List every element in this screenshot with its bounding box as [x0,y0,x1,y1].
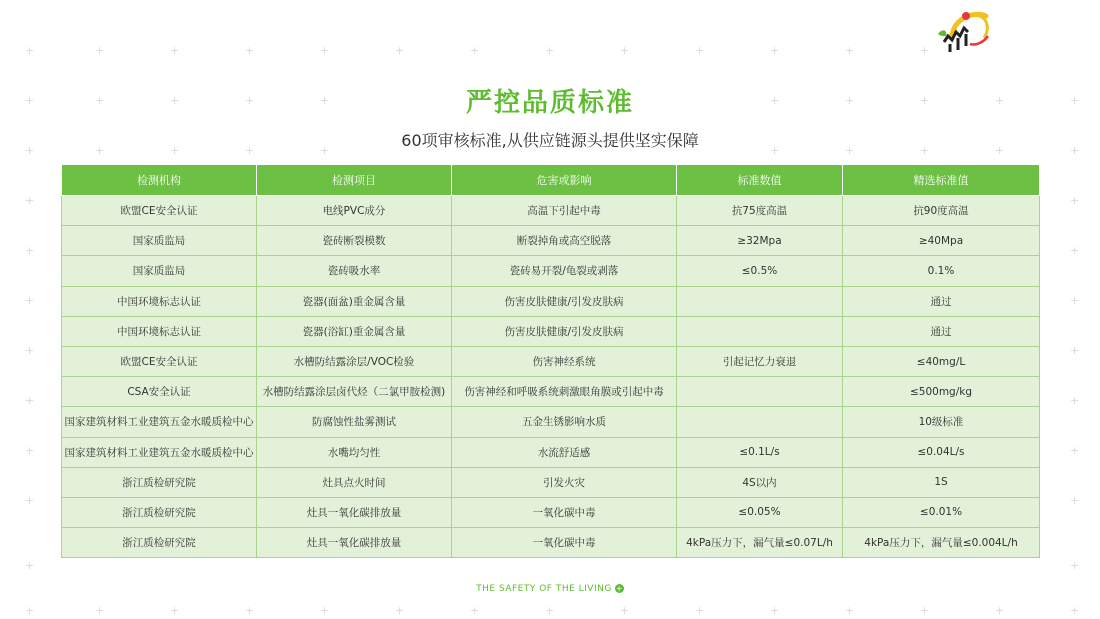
plus-mark: + [1070,604,1080,617]
plus-mark: + [25,394,35,407]
cell-item: 防腐蚀性盐雾测试 [257,407,452,437]
table-row [62,256,1040,286]
cell-selected-standard: ≤500mg/kg [843,377,1040,407]
cell-item: 灶具一氧化碳排放量 [257,497,452,527]
plus-mark: + [620,604,630,617]
plus-mark: + [320,94,330,107]
cell-item: 瓷器(面盆)重金属含量 [257,286,452,316]
cell-hazard: 伤害皮肤健康/引发皮肤病 [452,286,677,316]
cell-item: 水嘴均匀性 [257,437,452,467]
cell-selected-standard: ≥40Mpa [843,226,1040,256]
cell-hazard: 一氧化碳中毒 [452,528,677,558]
plus-mark: + [695,604,705,617]
plus-mark: + [995,144,1005,157]
plus-mark: + [25,344,35,357]
table-body [62,196,1040,558]
cell-selected-standard: ≤0.01% [843,497,1040,527]
cell-selected-standard: 4kPa压力下，漏气量≤0.004L/h [843,528,1040,558]
cell-agency: CSA安全认证 [62,377,257,407]
plus-mark: + [170,94,180,107]
plus-mark: + [395,604,405,617]
plus-mark: + [25,604,35,617]
cell-item: 电线PVC成分 [257,196,452,226]
cell-selected-standard: 1S [843,467,1040,497]
plus-mark: + [170,604,180,617]
plus-mark: + [1070,194,1080,207]
cell-agency: 国家质监局 [62,256,257,286]
column-header-item: 检测项目 [257,165,452,196]
plus-mark: + [245,94,255,107]
table-row [62,316,1040,346]
cell-hazard: 瓷砖易开裂/龟裂或剥落 [452,256,677,286]
plus-mark: + [1070,494,1080,507]
cell-standard [677,407,843,437]
plus-mark: + [845,604,855,617]
cell-item: 瓷砖吸水率 [257,256,452,286]
plus-mark: + [920,604,930,617]
table-row [62,346,1040,376]
cell-agency: 浙江质检研究院 [62,467,257,497]
page-subtitle: 60项审核标准,从供应链源头提供坚实保障 [401,131,699,150]
footer-tagline [0,584,1100,594]
plus-mark: + [995,94,1005,107]
cell-standard: ≤0.5% [677,256,843,286]
plus-mark: + [95,44,105,57]
plus-mark: + [25,444,35,457]
cell-standard [677,377,843,407]
plus-mark: + [25,559,35,572]
plus-mark: + [995,604,1005,617]
plus-mark: + [395,44,405,57]
plus-mark: + [845,44,855,57]
column-header-selected-standard: 精选标准值 [843,165,1040,196]
plus-mark: + [245,604,255,617]
plus-mark: + [25,244,35,257]
cell-item: 灶具点火时间 [257,467,452,497]
page-title: 严控品质标准 [465,88,634,118]
plus-mark: + [770,44,780,57]
plus-mark: + [845,144,855,157]
plus-mark: + [25,494,35,507]
cell-agency: 浙江质检研究院 [62,497,257,527]
cell-standard: ≥32Mpa [677,226,843,256]
plus-mark: + [545,604,555,617]
plus-mark: + [170,144,180,157]
plus-mark: + [245,144,255,157]
table-row [62,226,1040,256]
cell-item: 瓷器(浴缸)重金属含量 [257,316,452,346]
plus-mark: + [95,604,105,617]
plus-mark: + [770,604,780,617]
cell-selected-standard: 通过 [843,286,1040,316]
plus-mark: + [920,44,930,57]
plus-mark: + [770,94,780,107]
cell-standard: ≤0.1L/s [677,437,843,467]
plus-mark: + [620,44,630,57]
plus-mark: + [470,44,480,57]
cell-item: 灶具一氧化碳排放量 [257,528,452,558]
plus-mark: + [1070,244,1080,257]
plus-mark: + [1070,344,1080,357]
plus-mark: + [320,144,330,157]
cell-standard: 抗75度高温 [677,196,843,226]
cell-agency: 欧盟CE安全认证 [62,346,257,376]
cell-standard: 引起记忆力衰退 [677,346,843,376]
cell-hazard: 伤害皮肤健康/引发皮肤病 [452,316,677,346]
cell-standard: 4kPa压力下，漏气量≤0.07L/h [677,528,843,558]
cell-selected-standard: ≤0.04L/s [843,437,1040,467]
cell-hazard: 伤害神经系统 [452,346,677,376]
plus-mark: + [845,94,855,107]
plus-mark: + [25,194,35,207]
cell-agency: 国家建筑材料工业建筑五金水暖质检中心 [62,407,257,437]
cell-standard: ≤0.05% [677,497,843,527]
plus-mark: + [470,604,480,617]
cell-item: 瓷砖断裂模数 [257,226,452,256]
cell-hazard: 五金生锈影响水质 [452,407,677,437]
cell-selected-standard: 10级标准 [843,407,1040,437]
plus-mark: + [95,94,105,107]
table-row [62,377,1040,407]
plus-mark: + [920,144,930,157]
plus-mark: + [1070,444,1080,457]
cell-agency: 中国环境标志认证 [62,316,257,346]
cell-hazard: 水流舒适感 [452,437,677,467]
cell-agency: 中国环境标志认证 [62,286,257,316]
plus-mark: + [1070,144,1080,157]
cell-hazard: 断裂掉角或高空脱落 [452,226,677,256]
table-row [62,467,1040,497]
table-row [62,528,1040,558]
cell-item: 水槽防结露涂层/VOC检验 [257,346,452,376]
plus-mark: + [1070,394,1080,407]
plus-mark: + [25,94,35,107]
cell-agency: 欧盟CE安全认证 [62,196,257,226]
plus-mark: + [770,144,780,157]
column-header-hazard: 危害或影响 [452,165,677,196]
plus-mark: + [695,44,705,57]
plus-mark: + [545,44,555,57]
plus-mark: + [25,44,35,57]
cell-agency: 浙江质检研究院 [62,528,257,558]
table-header-row [62,165,1040,196]
table-row [62,286,1040,316]
plus-mark: + [1070,559,1080,572]
brand-logo-icon [930,6,1000,56]
cell-selected-standard: 0.1% [843,256,1040,286]
plus-mark: + [320,44,330,57]
table-row [62,196,1040,226]
cell-item: 水槽防结露涂层卤代烃（二氯甲胺检测) [257,377,452,407]
cell-selected-standard: ≤40mg/L [843,346,1040,376]
column-header-agency: 检测机构 [62,165,257,196]
cell-hazard: 一氧化碳中毒 [452,497,677,527]
plus-mark: + [25,144,35,157]
plus-mark: + [1070,294,1080,307]
plus-mark: + [245,44,255,57]
cell-agency: 国家质监局 [62,226,257,256]
plus-mark: + [170,44,180,57]
plus-mark: + [320,604,330,617]
quality-standards-table [61,164,1040,558]
cell-hazard: 高温下引起中毒 [452,196,677,226]
column-header-standard: 标准数值 [677,165,843,196]
footer-tagline-text: THE SAFETY OF THE LIVING [476,584,612,594]
table-row [62,437,1040,467]
cell-standard [677,286,843,316]
plus-mark: + [95,144,105,157]
plus-mark: + [920,94,930,107]
cell-agency: 国家建筑材料工业建筑五金水暖质检中心 [62,437,257,467]
cell-selected-standard: 抗90度高温 [843,196,1040,226]
cell-standard: 4S以内 [677,467,843,497]
plus-mark: + [25,294,35,307]
table-row [62,497,1040,527]
cell-hazard: 引发火灾 [452,467,677,497]
plus-mark: + [1070,94,1080,107]
table-row [62,407,1040,437]
cell-hazard: 伤害神经和呼吸系统刺激眼角膜或引起中毒 [452,377,677,407]
cell-standard [677,316,843,346]
plus-circle-icon: + [615,584,623,593]
cell-selected-standard: 通过 [843,316,1040,346]
